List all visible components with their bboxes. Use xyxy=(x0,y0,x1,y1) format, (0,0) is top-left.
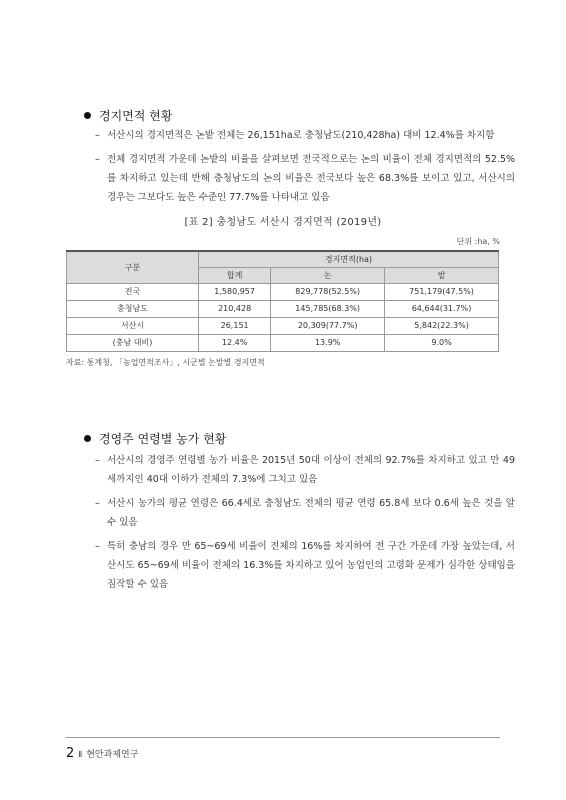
bullet-icon xyxy=(84,112,91,119)
cell-paddy: 20,309(77.7%) xyxy=(271,317,385,334)
footer-separator: Ⅱ xyxy=(78,750,83,759)
table-caption: [표 2] 충청남도 서산시 경지면적 (2019년) xyxy=(184,217,382,228)
header-group: 경지면적(ha) xyxy=(199,251,499,267)
cell-paddy: 829,778(52.5%) xyxy=(271,283,385,300)
page-footer xyxy=(66,746,138,761)
paragraph-text: 서산시 농가의 평균 연령은 66.4세로 충청남도 전체의 평균 연령 65.8세 보다 0.6세 높은 것을 알 수 있음 xyxy=(107,498,515,528)
farmland-table xyxy=(66,250,499,352)
cell-field: 9.0% xyxy=(385,334,499,351)
cell-total: 1,580,957 xyxy=(199,283,271,300)
table-source: 자료: 통계청, 「농업면적조사」, 시군별 논밭별 경지면적 xyxy=(66,358,265,367)
header-category: 구분 xyxy=(67,251,199,283)
dash-icon: – xyxy=(95,498,100,509)
cell-paddy: 145,785(68.3%) xyxy=(271,300,385,317)
section-title-text: 경영주 연령별 농가 현황 xyxy=(99,432,227,446)
cell-total: 26,151 xyxy=(199,317,271,334)
cell-field: 5,842(22.3%) xyxy=(385,317,499,334)
header-field: 밭 xyxy=(385,267,499,283)
row-label: 충청남도 xyxy=(67,300,199,317)
paragraph-text: 서산시의 경영주 연령별 농가 비율은 2015년 50대 이상이 전체의 92.7%를 차지하고 있고 만 49세까지인 40대 이하가 전체의 7.3%에 그치고 있음 xyxy=(107,455,515,485)
paragraph-text: 서산시의 경지면적은 논밭 전체는 26,151ha로 충청남도(210,428ha) 대비 12.4%를 차지함 xyxy=(107,130,495,141)
paragraph-text: 특히 충남의 경우 만 65~69세 비율이 전체의 16%를 차지하여 전 구간 가운데 가장 높았는데, 서산시도 65~69세 비율이 전체의 16.3%를 차지하고 있어 농업인의 고령화 문제가 심각한 상태임을 짐작할 수 있음 xyxy=(107,541,515,590)
cell-total: 210,428 xyxy=(199,300,271,317)
row-label: (충남 대비) xyxy=(67,334,199,351)
row-label: 서산시 xyxy=(67,317,199,334)
table-unit: 단위 :ha, % xyxy=(456,237,500,246)
paragraph xyxy=(95,537,515,594)
table-row xyxy=(67,334,499,351)
cell-total: 12.4% xyxy=(199,334,271,351)
cell-paddy: 13.9% xyxy=(271,334,385,351)
header-total: 합계 xyxy=(199,267,271,283)
paragraph xyxy=(95,150,515,207)
dash-icon: – xyxy=(95,130,100,141)
table-row xyxy=(67,300,499,317)
section-heading-farmland xyxy=(84,107,172,124)
dash-icon: – xyxy=(95,541,100,552)
paragraph xyxy=(95,494,515,532)
footer-divider xyxy=(66,737,500,738)
section-heading-farm-households xyxy=(84,430,226,447)
dash-icon: – xyxy=(95,455,100,466)
section-title-text: 경지면적 현황 xyxy=(99,109,173,123)
table-row xyxy=(67,283,499,300)
row-label: 전국 xyxy=(67,283,199,300)
document-title: 현안과제연구 xyxy=(86,750,139,760)
cell-field: 751,179(47.5%) xyxy=(385,283,499,300)
dash-icon: – xyxy=(95,154,100,165)
bullet-icon xyxy=(84,435,91,442)
header-paddy: 논 xyxy=(271,267,385,283)
table-row xyxy=(67,317,499,334)
paragraph xyxy=(95,451,515,489)
paragraph-text: 전체 경지면적 가운데 논밭의 비율을 살펴보면 전국적으로는 논의 비율이 전체 경지면적의 52.5%를 차지하고 있는데 반해 충청남도의 논의 비율은 전국보다 높은 68.3%를 보이고 있고, 서산시의 경우는 그보다도 높은 수준인 77.7%를 나타내고 있음 xyxy=(107,154,515,203)
cell-field: 64,644(31.7%) xyxy=(385,300,499,317)
paragraph xyxy=(95,126,515,145)
page-number: 2 xyxy=(66,746,75,761)
